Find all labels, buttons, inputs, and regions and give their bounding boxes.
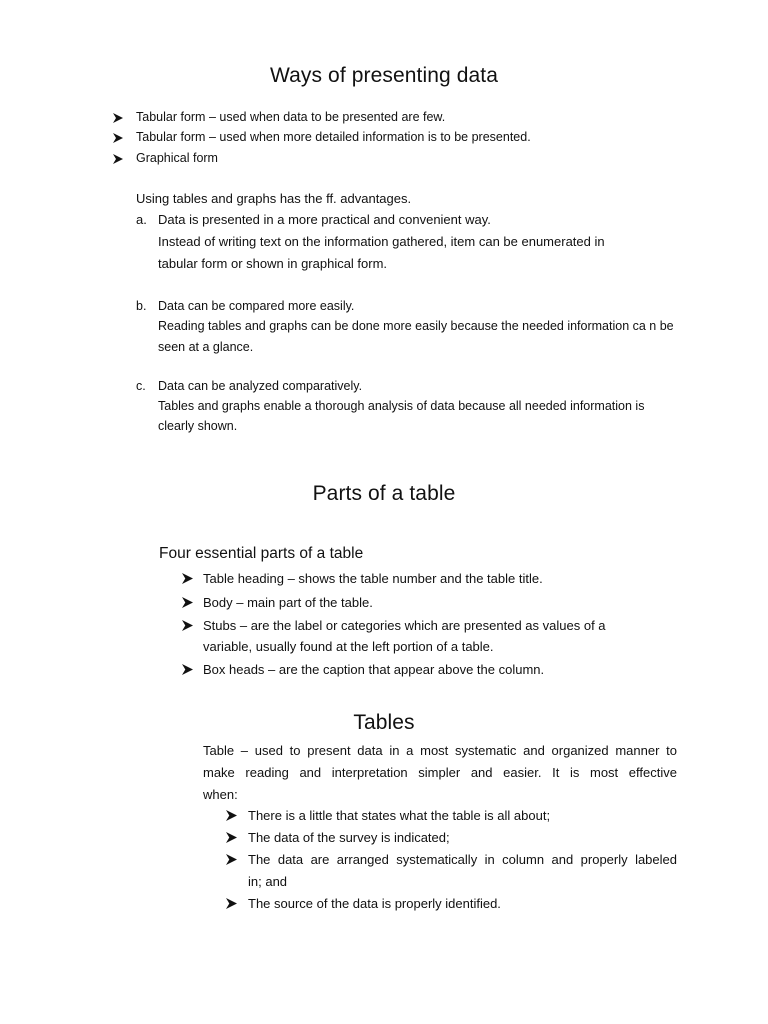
arrow-bullet-icon <box>226 832 237 843</box>
list-marker: a. <box>136 212 147 227</box>
advantage-text-line: clearly shown. <box>158 419 238 433</box>
arrow-bullet-icon <box>182 573 193 584</box>
bullet-item: Tabular form – used when more detailed information is to be presented. <box>136 130 531 144</box>
bullet-item: Body – main part of the table. <box>203 595 373 610</box>
paragraph-line: when: <box>203 787 238 802</box>
arrow-bullet-icon <box>182 597 193 608</box>
arrow-bullet-icon <box>226 854 237 865</box>
arrow-bullet-icon <box>226 810 237 821</box>
arrow-bullet-icon <box>113 133 123 143</box>
list-marker: c. <box>136 379 146 393</box>
bullet-item-continuation: variable, usually found at the left portion of a table. <box>203 639 494 654</box>
advantage-heading: Data can be compared more easily. <box>158 299 355 313</box>
paragraph-line: Table – used to present data in a most systematic and organized manner to <box>203 743 677 758</box>
arrow-bullet-icon <box>226 898 237 909</box>
bullet-item: Table heading – shows the table number and the table title. <box>203 571 543 586</box>
bullet-item: Stubs – are the label or categories which are presented as values of a <box>203 618 606 633</box>
bullet-item: Graphical form <box>136 151 218 165</box>
paragraph-line: make reading and interpretation simpler and easier. It is most effective <box>203 765 677 780</box>
section-subtitle: Four essential parts of a table <box>159 545 364 562</box>
advantage-text-line: tabular form or shown in graphical form. <box>158 256 388 271</box>
bullet-item-continuation: in; and <box>248 874 288 889</box>
arrow-bullet-icon <box>182 620 193 631</box>
bullet-item: The data of the survey is indicated; <box>248 830 450 845</box>
advantages-intro: Using tables and graphs has the ff. advantages. <box>136 191 412 206</box>
section-title-parts-of-a-table: Parts of a table <box>312 482 456 505</box>
bullet-item: The source of the data is properly identified. <box>248 896 501 911</box>
advantage-text-line: Reading tables and graphs can be done more easily because the needed information ca n be <box>158 319 674 333</box>
arrow-bullet-icon <box>113 113 123 123</box>
bullet-item: The data are arranged systematically in column and properly labeled <box>248 852 677 867</box>
advantage-text-line: Tables and graphs enable a thorough analysis of data because all needed information is <box>158 399 645 413</box>
arrow-bullet-icon <box>113 154 123 164</box>
advantage-heading: Data can be analyzed comparatively. <box>158 379 363 393</box>
bullet-item: Box heads – are the caption that appear above the column. <box>203 662 545 677</box>
advantage-text-line: seen at a glance. <box>158 340 254 354</box>
bullet-item: There is a little that states what the table is all about; <box>248 808 551 823</box>
section-title-tables: Tables <box>353 711 415 734</box>
list-marker: b. <box>136 299 147 313</box>
advantage-heading: Data is presented in a more practical and convenient way. <box>158 212 491 227</box>
section-title-ways-of-presenting-data: Ways of presenting data <box>270 64 498 87</box>
advantage-text-line: Instead of writing text on the information gathered, item can be enumerated in <box>158 234 605 249</box>
bullet-item: Tabular form – used when data to be presented are few. <box>136 110 446 124</box>
arrow-bullet-icon <box>182 664 193 675</box>
